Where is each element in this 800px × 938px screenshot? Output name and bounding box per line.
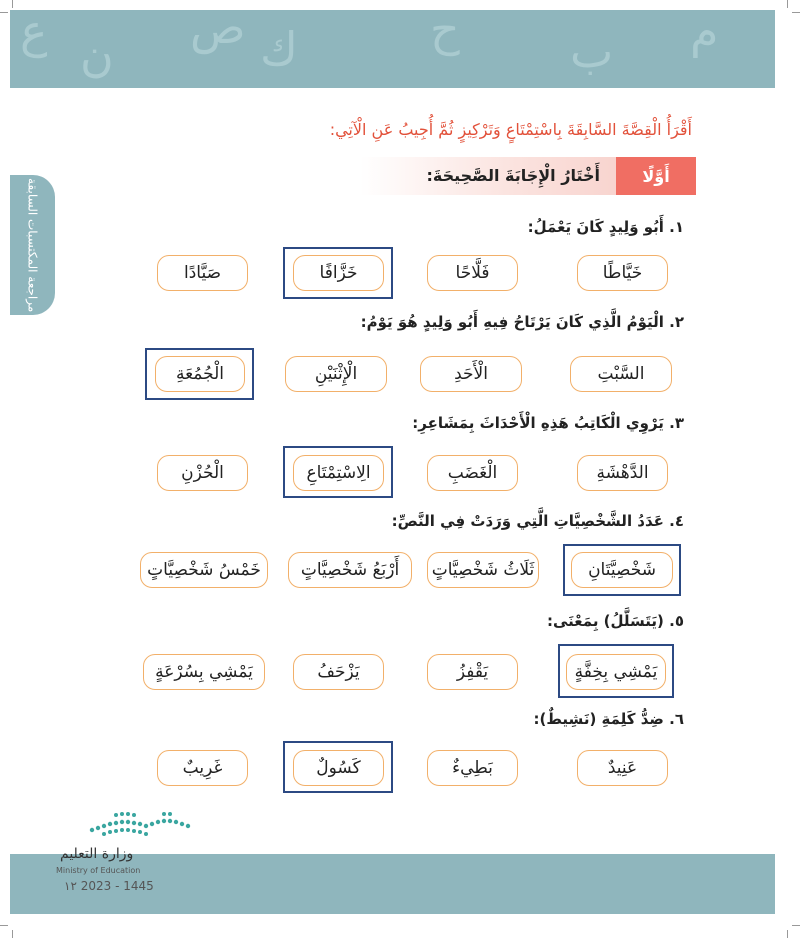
section-title: أَخْتَارُ الْإِجَابَةَ الصَّحِيحَةَ: [426,166,600,185]
answer-option[interactable]: يَزْحَفُ [293,654,384,690]
section-badge: أَوَّلًا [616,157,696,195]
answer-option[interactable]: خَمْسُ شَخْصِيَّاتٍ [140,552,268,588]
selected-answer-frame [283,446,393,498]
answer-option[interactable]: الْإِثْنَيْنِ [285,356,387,392]
page-number: ١٢ [64,879,77,893]
answer-option[interactable]: فَلَّاحًا [427,255,518,291]
ministry-logo-icon [88,810,192,840]
answer-option[interactable]: بَطِيءٌ [427,750,518,786]
decorative-letter: ب [570,24,614,78]
footer-year-page [64,879,154,893]
question-text: ٥. (يَتَسَلَّلُ) بِمَعْنَى: [547,612,684,630]
answer-option[interactable]: يَمْشِي بِسُرْعَةٍ [143,654,265,690]
ministry-name-english: Ministry of Education [56,866,141,875]
decorative-letter: ن [80,28,114,82]
selected-answer-frame [283,741,393,793]
side-tab [10,175,55,315]
crop-mark [12,0,13,8]
crop-mark [787,0,788,8]
decorative-letter: ع [20,4,48,58]
selected-answer-frame [283,247,393,299]
answer-option[interactable]: صَيَّادًا [157,255,248,291]
crop-mark [12,930,13,938]
question-text: ٦. ضِدُّ كَلِمَةِ (نَشِيطٌ): [533,710,684,728]
answer-option[interactable]: خَزَّافًا [293,255,384,291]
answer-option[interactable]: الْغَضَبِ [427,455,518,491]
decorative-letter: ك [260,22,298,76]
crop-mark [792,12,800,13]
question-text: ٣. يَرْوِي الْكَاتِبُ هَذِهِ الْأَحْدَاثَ بِمَشَاعِرِ: [412,414,684,432]
answer-option[interactable]: يَقْفِزُ [427,654,518,690]
answer-option[interactable]: غَرِيبٌ [157,750,248,786]
section-header [360,157,696,195]
answer-option[interactable]: خَيَّاطًا [577,255,668,291]
selected-answer-frame [563,544,681,596]
selected-answer-frame [145,348,254,400]
answer-option[interactable]: أَرْبَعُ شَخْصِيَّاتٍ [288,552,412,588]
crop-mark [0,12,8,13]
answer-option[interactable]: عَنِيدٌ [577,750,668,786]
answer-option[interactable]: ثَلَاثُ شَخْصِيَّاتٍ [427,552,539,588]
instruction-text: أَقْرَأُ الْقِصَّةَ السَّابِقَةَ بِاسْتِمْتَاعٍ وَتَرْكِيزٍ ثُمَّ أُجِيبُ عَنِ الْآتِي: [329,120,692,139]
answer-option[interactable]: السَّبْتِ [570,356,672,392]
edition-year: 2023 - 1445 [80,879,154,893]
side-tab-label: مراجعة المكتسبات السابقة [25,177,40,313]
question-text: ٢. الْيَوْمُ الَّذِي كَانَ يَرْتَاحُ فِيهِ أَبُو وَلِيدٍ هُوَ يَوْمُ: [360,313,684,331]
selected-answer-frame [558,644,674,698]
question-text: ١. أَبُو وَلِيدٍ كَانَ يَعْمَلُ: [527,218,684,236]
answer-option[interactable]: الِاسْتِمْتَاعِ [293,455,384,491]
decorative-letter: ص [190,0,246,54]
crop-mark [792,925,800,926]
answer-option[interactable]: الْحُزْنِ [157,455,248,491]
header-band [10,0,775,88]
answer-option[interactable]: الدَّهْشَةِ [577,455,668,491]
question-text: ٤. عَدَدُ الشَّخْصِيَّاتِ الَّتِي وَرَدَتْ فِي النَّصِّ: [391,512,684,530]
crop-mark [787,930,788,938]
decorative-letter: م [690,4,719,58]
crop-mark [0,925,8,926]
ministry-name: وزارة التعليم [60,846,134,862]
answer-option[interactable]: الْجُمُعَةِ [155,356,245,392]
answer-option[interactable]: كَسُولٌ [293,750,384,786]
decorative-letter: ح [430,2,460,56]
answer-option[interactable]: يَمْشِي بِخِفَّةٍ [566,654,666,690]
answer-option[interactable]: شَخْصِيَّتَانِ [571,552,673,588]
answer-option[interactable]: الْأَحَدِ [420,356,522,392]
